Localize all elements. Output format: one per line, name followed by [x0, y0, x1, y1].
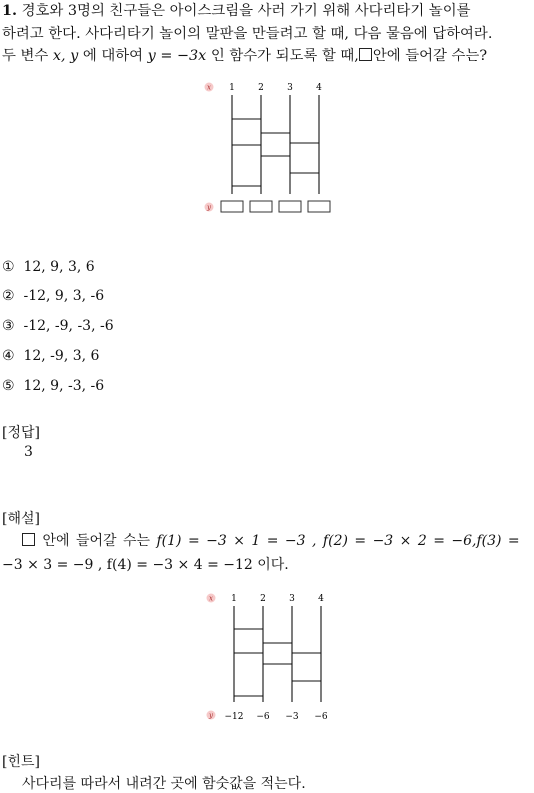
question-text-3a: 두 변수: [2, 48, 49, 64]
choice-mark-2: ②: [2, 288, 15, 304]
y-label: y: [207, 203, 211, 212]
top-label-1: 1: [229, 83, 235, 93]
question-line-2: [2, 22, 492, 46]
explanation-line-1: [22, 530, 520, 550]
blank-box-icon: [359, 48, 372, 61]
explanation-heading: [해설]: [2, 511, 40, 527]
question-text-3c: 인 함수가 되도록 할 때,: [210, 48, 359, 64]
blank-answer-box-4: [308, 201, 330, 212]
bottom-label-4: −6: [314, 712, 328, 722]
choice-mark-4: ④: [2, 348, 15, 364]
choice-4: [2, 346, 99, 366]
question-text-1: 경호와 3명의 친구들은 아이스크림을 사러 가기 위해 사다리타기 놀이를: [21, 3, 471, 19]
top-label-2: 2: [260, 594, 266, 604]
y-label: y: [209, 711, 213, 720]
bottom-label-2: −6: [256, 712, 270, 722]
choice-mark-1: ①: [2, 259, 15, 275]
top-label-4: 4: [316, 83, 322, 93]
blank-answer-box-2: [250, 201, 272, 212]
blank-answer-box-3: [279, 201, 301, 212]
ladder-diagram-solution: [202, 589, 342, 729]
top-label-3: 3: [289, 594, 295, 604]
question-line-1: [2, 0, 471, 23]
top-label-3: 3: [287, 83, 293, 93]
choice-text-2: -12, 9, 3, -6: [23, 288, 105, 304]
hint-heading: [힌트]: [2, 754, 40, 770]
x-label: x: [209, 594, 213, 603]
choice-text-4: 12, -9, 3, 6: [23, 348, 100, 364]
top-label-1: 1: [231, 594, 237, 604]
question-text-3b: 에 대하여: [82, 48, 144, 64]
explanation-text-1a: 안에 들어갈 수는: [42, 533, 151, 549]
answer-heading: [정답]: [2, 425, 40, 441]
choice-mark-3: ③: [2, 318, 15, 334]
question-text-3d: 안에 들어갈 수는?: [372, 48, 488, 64]
choice-text-5: 12, 9, -3, -6: [23, 378, 105, 394]
question-variables: x, y: [52, 48, 79, 64]
top-label-4: 4: [318, 594, 324, 604]
x-label: x: [207, 83, 211, 92]
answer-value: 3: [24, 444, 33, 460]
top-label-2: 2: [258, 83, 264, 93]
question-number: 1.: [2, 2, 18, 19]
blank-answer-box-1: [221, 201, 243, 212]
bottom-label-3: −3: [285, 712, 299, 722]
choice-5: [2, 376, 104, 396]
explanation-math-1: f(1) = −3 × 1 = −3 , f(2) = −3 × 2 = −6,f(3) =: [156, 533, 520, 549]
explanation-math-2: −3 × 3 = −9 , f(4) = −3 × 4 = −12 이다.: [2, 557, 289, 573]
ladder-diagram-question: [200, 78, 340, 218]
choice-1: [2, 257, 95, 277]
choice-text-3: -12, -9, -3, -6: [23, 318, 114, 334]
question-line-3: [2, 44, 487, 68]
choice-2: [2, 286, 104, 306]
choice-mark-5: ⑤: [2, 378, 15, 394]
question-function: y = −3x: [147, 48, 207, 64]
bottom-label-1: −12: [224, 712, 244, 722]
question-text-2: 하려고 한다. 사다리타기 놀이의 말판을 만들려고 할 때, 다음 물음에 답하여라.: [2, 26, 493, 42]
choice-3: [2, 316, 114, 336]
choice-text-1: 12, 9, 3, 6: [23, 259, 95, 275]
hint-text: 사다리를 따라서 내려간 곳에 함숫값을 적는다.: [22, 776, 306, 792]
blank-box-icon: [22, 533, 35, 546]
explanation-line-2: [2, 554, 289, 574]
